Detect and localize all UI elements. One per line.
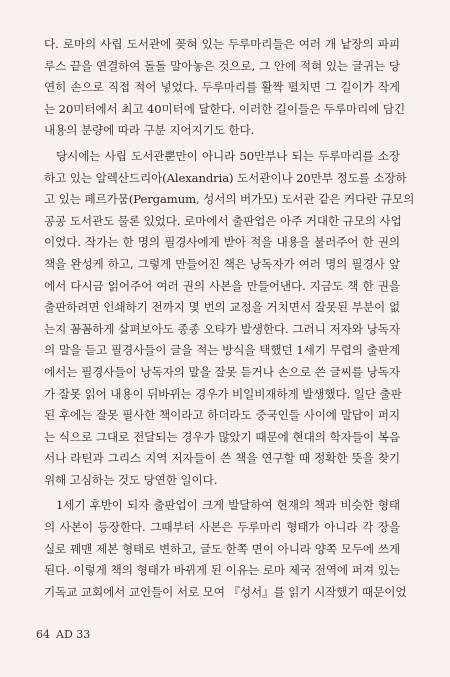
- text-line: 공공 도서관도 물론 있었다. 로마에서 출판업은 아주 거대한 규모의 사업: [44, 213, 402, 228]
- paragraph-3: [44, 495, 407, 603]
- text-line: 고 있는 페르가뭄(Pergamum, 성서의 버가모) 도서관 같은 커다란 규모의: [44, 192, 415, 207]
- text-line: 는 식으로 그대로 전달되는 경우가 많았기 때문에 현대의 학자들이 복음: [44, 429, 400, 444]
- text-line: 내용의 분량에 따라 구분 지어지기도 한다.: [44, 123, 255, 138]
- text-line: 위해 고심하는 것도 당연한 일이다.: [44, 472, 218, 487]
- text-line: 에서는 필경사들이 낭독자의 말을 잘못 듣거나 손으로 쓴 글씨를 낭독자: [44, 364, 400, 379]
- body-text: [44, 34, 415, 603]
- text-line: 된다. 이렇게 책의 형태가 바뀌게 된 이유는 로마 제국 전역에 퍼져 있는: [44, 563, 400, 578]
- text-line: 책을 완성케 하고, 그렇게 만들어진 책은 낭독자가 여러 명의 필경사 앞: [44, 256, 400, 271]
- text-line: 1세기 후반이 되자 출판업이 크게 발달하여 현재의 책과 비슷한 형태: [56, 498, 400, 513]
- text-line: 서나 라틴과 그리스 지역 저자들이 쓴 책을 연구할 때 정확한 뜻을 찾기: [44, 451, 400, 466]
- text-line: 가 잘못 읽어 내용이 뒤바뀌는 경우가 비일비재하게 발생했다. 일단 출판: [44, 386, 402, 401]
- text-line: 이었다. 작가는 한 명의 필경사에게 받아 적을 내용을 불러주어 한 권의: [44, 235, 400, 250]
- text-line: 기독교 교회에서 교인들이 서로 모여 『성서』를 읽기 시작했기 때문이었: [44, 584, 407, 599]
- paragraph-2: [44, 146, 415, 492]
- text-line: 당시에는 사립 도서관뿐만이 아니라 50만부나 되는 두루마리를 소장: [56, 148, 400, 163]
- text-line: 의 사본이 등장한다. 그때부터 사본은 두루마리 형태가 아니라 각 장을: [44, 520, 400, 535]
- page-number: 64: [36, 628, 50, 641]
- text-line: 다. 로마의 사립 도서관에 꽂혀 있는 두루마리들은 여러 개 낱장의 파피: [44, 37, 400, 51]
- text-line: 된 후에는 잘못 필사한 책이라고 하더라도 중국인들 사이에 말답이 퍼지: [44, 408, 400, 423]
- text-line: 출판하려면 인쇄하기 전까지 몇 번의 교정을 거치면서 잘못된 부분이 없: [44, 300, 400, 315]
- text-line: 에서 다시금 읽어주어 여러 권의 사본을 만들어낸다. 지금도 책 한 권을: [44, 278, 400, 293]
- text-line: 연히 손으로 직접 적어 넣었다. 두루마리를 활짝 펼치면 그 길이가 작게: [44, 80, 400, 95]
- text-line: 는 20미터에서 최고 40미터에 달한다. 이러한 길이들은 두루마리에 담긴: [44, 101, 406, 116]
- text-line: 실로 꿰맨 제본 형태로 변하고, 글도 한쪽 면이 아니라 양쪽 모두에 쓰게: [44, 541, 400, 556]
- text-line: 의 말을 듣고 필경사들이 글을 적는 방식을 택했던 1세기 무렵의 출판계: [44, 343, 400, 358]
- text-line: 하고 있는 알렉산드리아(Alexandria) 도서관이나 20만부 정도를 소장하: [44, 170, 407, 185]
- page-footer: [36, 628, 96, 641]
- running-title: AD 33: [56, 628, 91, 641]
- paragraph-1: [44, 34, 406, 142]
- text-line: 는지 꼼꼼하게 살펴보아도 종종 오타가 발생한다. 그러니 저자와 낭독자: [44, 321, 400, 336]
- text-line: 루스 끝을 연결하여 돌돌 말아놓은 것으로, 그 안에 적혀 있는 글귀는 당: [44, 58, 400, 73]
